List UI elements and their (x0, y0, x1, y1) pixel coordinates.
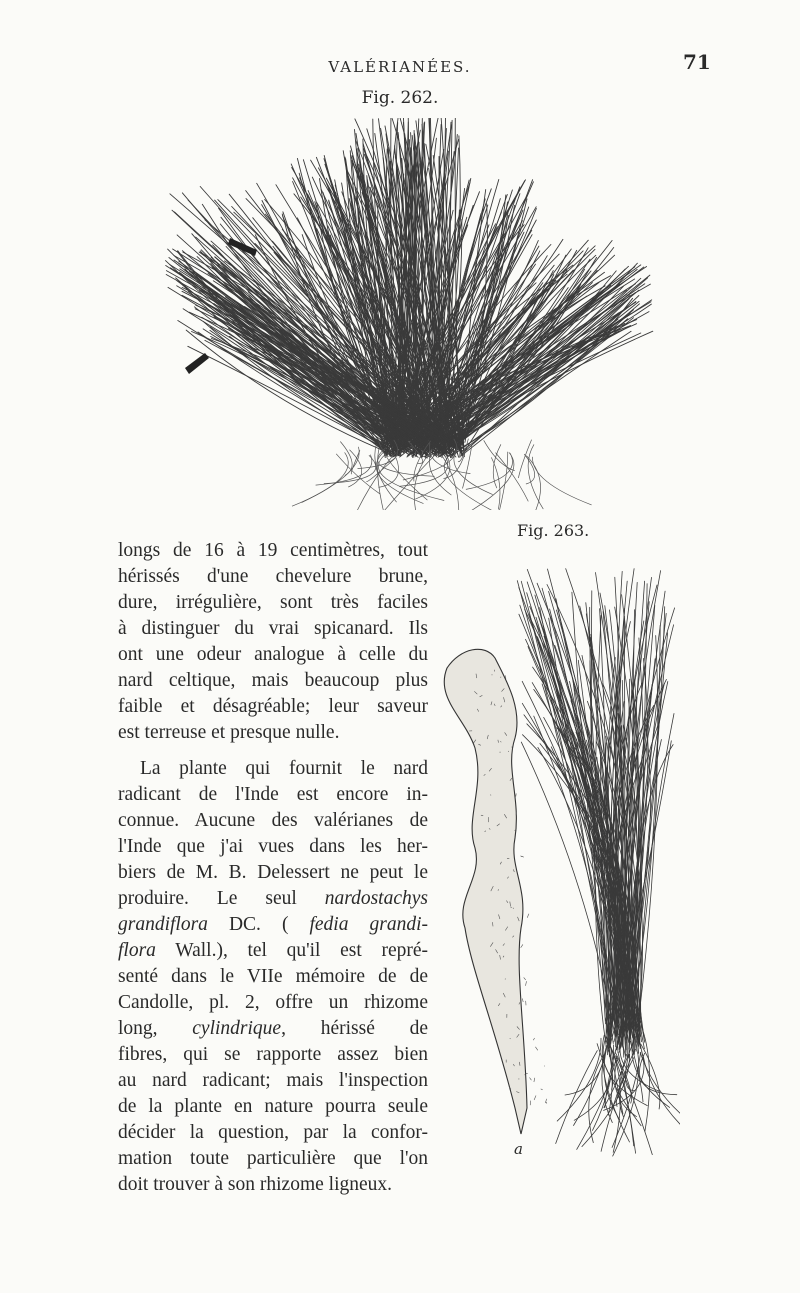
page-number: 71 (683, 50, 711, 74)
text-run: DC. ( (207, 914, 310, 935)
text-line: La plante qui fournit le nard (140, 758, 428, 779)
figure-262-illustration (135, 118, 675, 510)
taxon-name: flora (118, 940, 156, 961)
text-run: produire. Le seul (118, 888, 325, 909)
text-line: à distinguer du vrai spicanard. Ils (118, 618, 428, 639)
text-line: est terreuse et presque nulle. (118, 722, 340, 743)
text-line: Candolle, pl. 2, offre un rhizome (118, 992, 428, 1013)
text-line: senté dans le VIIe mémoire de de (118, 966, 428, 987)
text-line (118, 1016, 428, 1042)
paragraph-2-cont (118, 782, 428, 1198)
text-run: long, (118, 1018, 193, 1039)
text-line: dure, irrégulière, sont très faciles (118, 592, 428, 613)
text-line: biers de M. B. Delessert ne peut le (118, 862, 428, 883)
text-line: doit trouver à son rhizome ligneux. (118, 1174, 393, 1195)
body-text (118, 538, 428, 1198)
running-title: VALÉRIANÉES. (328, 58, 472, 76)
text-line: hérissés d'une chevelure brune, (118, 566, 428, 587)
taxon-name: grandiflora (118, 914, 208, 935)
taxon-name: fedia grandi- (309, 914, 428, 935)
text-line: l'Inde que j'ai vues dans les her- (118, 836, 428, 857)
text-run: , hérissé de (281, 1018, 428, 1039)
figure-263-letter-a: a (514, 1140, 523, 1158)
text-line: décider la question, par la confor- (118, 1122, 428, 1143)
text-line: faible et désagréable; leur saveur (118, 696, 428, 717)
figure-263-caption: Fig. 263. (517, 521, 590, 540)
text-line: fibres, qui se rapporte assez bien (118, 1044, 428, 1065)
text-line: au nard radicant; mais l'inspection (118, 1070, 428, 1091)
taxon-name: nardostachys (324, 888, 428, 909)
text-line (118, 912, 428, 938)
text-line (118, 938, 428, 964)
text-line: radicant de l'Inde est encore in- (118, 784, 428, 805)
text-line (118, 886, 428, 912)
emphasis: cylindrique (192, 1018, 282, 1039)
text-line: de la plante en nature pourra seule (118, 1096, 428, 1117)
text-line: mation toute particulière que l'on (118, 1148, 428, 1169)
text-line: ont une odeur analogue à celle du (118, 644, 428, 665)
paragraph-2 (118, 756, 428, 782)
text-line: nard celtique, mais beaucoup plus (118, 670, 428, 691)
text-run: Wall.), tel qu'il est repré- (155, 940, 428, 961)
text-line: longs de 16 à 19 centimètres, tout (118, 540, 428, 561)
text-line: connue. Aucune des valérianes de (118, 810, 428, 831)
paragraph-1 (118, 538, 428, 746)
figure-262-caption: Fig. 262. (361, 88, 439, 108)
figure-263-illustration (425, 548, 680, 1166)
